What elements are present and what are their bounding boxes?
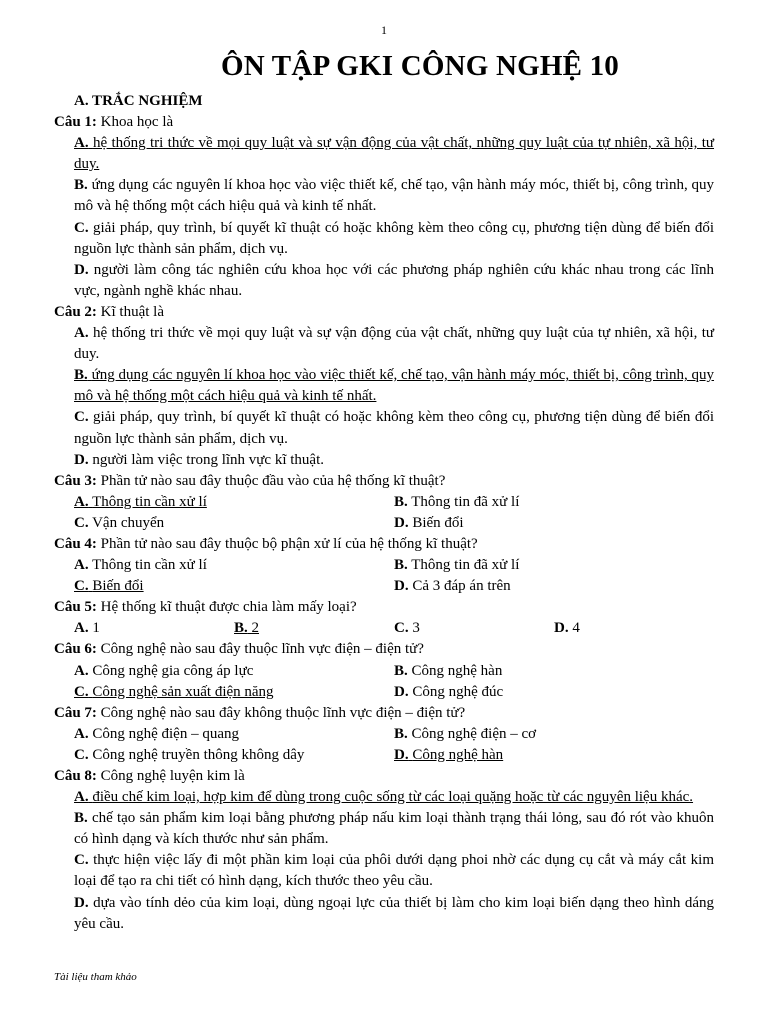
option-text: Công nghệ truyền thông không dây <box>92 746 305 763</box>
option-label: C. <box>74 852 89 869</box>
option-text: Công nghệ hàn <box>412 746 504 763</box>
option-text: người làm công tác nghiên cứu khoa học với các phương pháp nghiên cứu khác nhau trong các lĩnh vực, ngành nghề khác nhau. <box>74 261 715 299</box>
option-label: D. <box>74 261 89 278</box>
option-text: chế tạo sản phẩm kim loại bằng phương pháp nấu kim loại thành trạng thái lỏng, sau đó rót vào khuôn có hình dạng và kích thước như sản phẩm. <box>74 810 714 848</box>
q4-option-d <box>394 576 714 597</box>
option-label: A. <box>74 725 89 742</box>
option-text: Công nghệ hàn <box>411 662 503 679</box>
option-label: B. <box>394 725 408 742</box>
question-3 <box>54 471 714 492</box>
option-label: A. <box>74 493 89 510</box>
q1-option-c <box>74 218 714 260</box>
option-text: hệ thống tri thức về mọi quy luật và sự vận động của vật chất, những quy luật của tự nhiên, xã hội, tư duy. <box>74 135 715 173</box>
option-label: D. <box>394 746 409 763</box>
option-text: điều chế kim loại, hợp kim để dùng trong cuộc sống từ các loại quặng hoặc từ các nguyên liệu khác. <box>92 789 694 806</box>
q3-option-d <box>394 513 714 534</box>
q5-option-b <box>234 618 394 639</box>
question-1 <box>54 112 714 133</box>
q4-options-row-1 <box>74 555 714 576</box>
question-text: Phần tử nào sau đây thuộc bộ phận xử lí của hệ thống kĩ thuật? <box>100 535 478 552</box>
option-label: A. <box>74 789 89 806</box>
question-label: Câu 7: <box>54 704 97 721</box>
option-text: 2 <box>251 620 260 637</box>
question-label: Câu 5: <box>54 599 97 616</box>
option-text: Biến đổi <box>92 578 144 595</box>
option-label: B. <box>394 493 408 510</box>
q6-option-b <box>394 661 714 682</box>
question-6 <box>54 639 714 660</box>
option-label: B. <box>394 557 408 574</box>
q1-option-d <box>74 260 714 302</box>
question-label: Câu 3: <box>54 472 97 489</box>
question-2 <box>54 302 714 323</box>
option-label: C. <box>74 746 89 763</box>
option-text: Thông tin đã xử lí <box>411 493 520 510</box>
q2-option-d <box>74 450 714 471</box>
q6-option-a <box>74 661 394 682</box>
option-label: C. <box>394 620 409 637</box>
question-label: Câu 1: <box>54 114 97 131</box>
q2-option-a <box>74 323 714 365</box>
option-text: Biến đổi <box>412 514 464 531</box>
q4-option-b <box>394 555 714 576</box>
q8-option-d <box>74 893 714 935</box>
option-text: giải pháp, quy trình, bí quyết kĩ thuật có hoặc không kèm theo công cụ, phương tiện dùng để biến đổi nguồn lực thành sản phẩm, dịch vụ. <box>74 409 715 447</box>
option-text: ứng dụng các nguyên lí khoa học vào việc thiết kế, chế tạo, vận hành máy móc, thiết bị, công trình, quy mô và hệ thống một cách hiệu quả và kinh tế nhất. <box>74 177 715 215</box>
page-footer: Tài liệu tham khảo <box>54 971 137 983</box>
option-label: A. <box>74 557 89 574</box>
q7-option-c <box>74 745 394 766</box>
q5-option-d <box>554 618 714 639</box>
option-text: Công nghệ điện – quang <box>92 725 239 742</box>
option-text: 3 <box>412 620 420 637</box>
option-text: Thông tin đã xử lí <box>411 557 520 574</box>
question-text: Công nghệ nào sau đây thuộc lĩnh vực điện – điện tử? <box>100 641 424 658</box>
question-7 <box>54 703 714 724</box>
question-text: Hệ thống kĩ thuật được chia làm mấy loại? <box>100 599 357 616</box>
q7-options-row-2 <box>74 745 714 766</box>
option-label: A. <box>74 620 89 637</box>
q7-option-a <box>74 724 394 745</box>
option-text: Vận chuyển <box>92 514 165 531</box>
option-text: ứng dụng các nguyên lí khoa học vào việc thiết kế, chế tạo, vận hành máy móc, thiết bị, công trình, quy mô và hệ thống một cách hiệu quả và kinh tế nhất. <box>74 367 715 405</box>
option-text: người làm việc trong lĩnh vực kĩ thuật. <box>92 451 324 468</box>
q4-options-row-2 <box>74 576 714 597</box>
q6-options-row-1 <box>74 661 714 682</box>
option-text: 1 <box>92 620 100 637</box>
question-8 <box>54 766 714 787</box>
q3-option-c <box>74 513 394 534</box>
option-text: Công nghệ sản xuất điện năng <box>92 683 274 700</box>
question-label: Câu 2: <box>54 303 97 320</box>
option-label: D. <box>394 683 409 700</box>
option-label: B. <box>394 662 408 679</box>
q2-option-b <box>74 365 714 407</box>
option-label: C. <box>74 409 89 426</box>
q5-option-a <box>74 618 234 639</box>
page-number: 1 <box>381 23 387 37</box>
question-text: Công nghệ luyện kim là <box>100 768 245 784</box>
q4-option-c <box>74 576 394 597</box>
q1-option-b <box>74 175 714 217</box>
question-text: Phần tử nào sau đây thuộc đầu vào của hệ thống kĩ thuật? <box>100 472 446 489</box>
q7-option-b <box>394 724 714 745</box>
option-label: D. <box>74 451 89 468</box>
option-text: Thông tin cần xử lí <box>92 557 207 574</box>
option-text: Công nghệ điện – cơ <box>411 725 537 742</box>
option-label: A. <box>74 135 89 152</box>
option-text: Thông tin cần xử lí <box>92 493 207 510</box>
q3-option-a <box>74 492 394 513</box>
question-text: Công nghệ nào sau đây không thuộc lĩnh vực điện – điện tử? <box>100 704 466 721</box>
option-label: D. <box>554 620 569 637</box>
option-text: hệ thống tri thức về mọi quy luật và sự vận động của vật chất, những quy luật của tự nhiên, xã hội, tư duy. <box>74 325 715 363</box>
option-label: C. <box>74 683 89 700</box>
q1-option-a <box>74 133 714 175</box>
q2-option-c <box>74 407 714 449</box>
q5-option-c <box>394 618 554 639</box>
option-text: Công nghệ đúc <box>412 683 504 700</box>
option-label: B. <box>74 367 88 384</box>
q6-option-c <box>74 682 394 703</box>
question-text: Kĩ thuật là <box>100 303 164 320</box>
option-text: Công nghệ gia công áp lực <box>92 662 254 679</box>
q3-options-row-1 <box>74 492 714 513</box>
option-label: A. <box>74 662 89 679</box>
question-5 <box>54 597 714 618</box>
option-text: dựa vào tính dẻo của kim loại, dùng ngoại lực của thiết bị làm cho kim loại biến dạng theo hình dáng yêu cầu. <box>74 894 715 932</box>
option-label: B. <box>74 177 88 194</box>
option-text: Cả 3 đáp án trên <box>412 578 511 595</box>
option-text: thực hiện việc lấy đi một phần kim loại của phôi dưới dạng phoi nhờ các dụng cụ cắt và máy cắt kim loại để tạo ra chi tiết có hình dạng, kích thước theo yêu cầu. <box>74 852 714 890</box>
option-label: D. <box>394 514 409 531</box>
option-label: B. <box>74 810 88 827</box>
q7-option-d <box>394 745 714 766</box>
question-label: Câu 4: <box>54 535 97 552</box>
question-text: Khoa học là <box>100 114 174 131</box>
option-text: giải pháp, quy trình, bí quyết kĩ thuật có hoặc không kèm theo công cụ, phương tiện dùng để biến đổi nguồn lực thành sản phẩm, dịch vụ. <box>74 219 715 257</box>
q3-options-row-2 <box>74 513 714 534</box>
section-heading: A. TRẮC NGHIỆM <box>74 93 203 109</box>
option-label: C. <box>74 514 89 531</box>
question-4 <box>54 534 714 555</box>
q4-option-a <box>74 555 394 576</box>
question-label: Câu 8: <box>54 768 97 784</box>
option-label: C. <box>74 219 89 236</box>
document-body <box>54 91 714 935</box>
q7-options-row-1 <box>74 724 714 745</box>
q8-option-b <box>74 808 714 850</box>
q6-options-row-2 <box>74 682 714 703</box>
question-label: Câu 6: <box>54 641 97 658</box>
option-label: D. <box>74 894 89 911</box>
q6-option-d <box>394 682 714 703</box>
option-label: B. <box>234 620 248 637</box>
q5-options-row <box>74 618 714 639</box>
page-title: ÔN TẬP GKI CÔNG NGHỆ 10 <box>220 50 620 82</box>
q3-option-b <box>394 492 714 513</box>
q8-option-c <box>74 850 714 892</box>
option-label: C. <box>74 578 89 595</box>
option-label: D. <box>394 578 409 595</box>
option-text: 4 <box>572 620 580 637</box>
option-label: A. <box>74 325 89 342</box>
q8-option-a <box>74 787 714 808</box>
